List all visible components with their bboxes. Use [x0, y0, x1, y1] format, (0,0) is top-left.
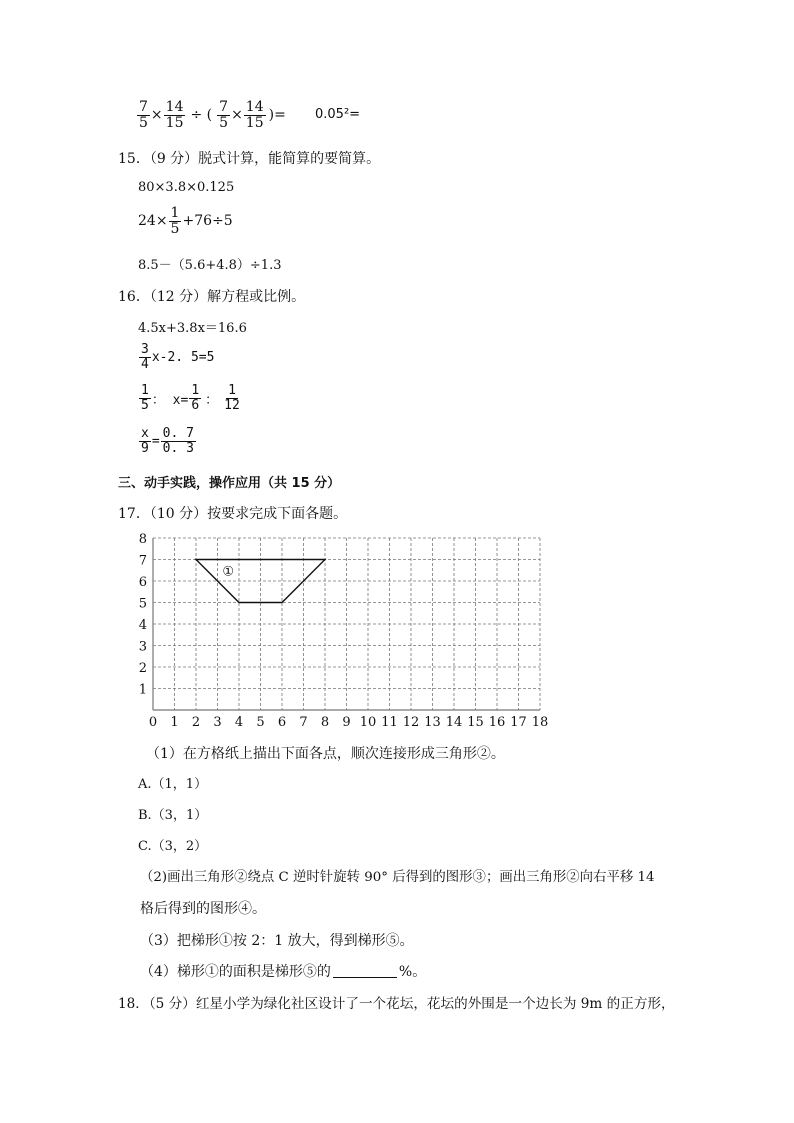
question-17-title: 17．（10 分）按要求完成下面各题。 [118, 506, 348, 522]
section-heading: 三、动手实践，操作应用（共 15 分） [118, 476, 341, 491]
fraction: $\frac{1}{5}$ [170, 205, 180, 237]
x-tick-label: 16 [488, 715, 506, 730]
q16-equation-2: $\frac{3}{4}$ x-2. 5=5 [141, 342, 215, 372]
x-tick-label: 13 [424, 715, 441, 730]
question-16-title: 16．（12 分）解方程或比例。 [118, 289, 306, 305]
q17-part-4: （4）梯形①的面积是梯形⑤的 %。 [140, 964, 427, 980]
q17-part-1: （1）在方格纸上描出下面各点，顺次连接形成三角形②。 [146, 746, 505, 762]
q15-expression-1: 80×3.8×0.125 [138, 180, 235, 195]
x-tick-label: 1 [170, 715, 179, 730]
fraction: $\frac{0. 7}{0. 3}$ [162, 426, 194, 456]
fraction: $\frac{3}{4}$ [141, 342, 149, 372]
q17-part-3: （3）把梯形①按 2：1 放大，得到梯形⑤。 [140, 933, 414, 949]
question-18-title: 18．（5 分）红星小学为绿化社区设计了一个花坛，花坛的外围是一个边长为 9m 的正方形， [118, 996, 675, 1012]
x-tick-label: 12 [402, 715, 420, 730]
x-tick-label: 18 [531, 715, 549, 730]
x-tick-label: 9 [342, 715, 351, 730]
y-tick-label: 3 [138, 639, 147, 655]
x-tick-label: 17 [510, 715, 527, 730]
fraction: $\frac{7}{5}$ [139, 99, 148, 131]
point-c: C.（3，2） [138, 839, 208, 854]
y-tick-label: 1 [138, 682, 147, 698]
y-tick-label: 5 [138, 596, 147, 612]
fraction: $\frac{1}{5}$ [141, 383, 149, 413]
x-tick-label: 0 [148, 715, 158, 730]
x-tick-label: 6 [277, 715, 287, 730]
q17-part-2-line-2: 格后得到的图形④。 [140, 901, 266, 917]
point-b: B.（3，1） [138, 808, 208, 823]
trapezoid-label: ① [222, 564, 235, 580]
fraction: $\frac{1}{12}$ [224, 383, 240, 413]
power-expression: 0.05²= [315, 107, 361, 122]
fraction: $\frac{14}{15}$ [245, 99, 264, 131]
y-tick-label: 8 [138, 532, 147, 547]
answer-blank[interactable] [333, 965, 397, 978]
x-tick-label: 7 [299, 715, 308, 730]
x-tick-label: 3 [213, 715, 222, 730]
question-15-title: 15．（9 分）脱式计算，能简算的要简算。 [118, 151, 381, 167]
q15-expression-2: 24× $\frac{1}{5}$ +76÷5 [138, 205, 233, 237]
x-tick-label: 5 [256, 715, 265, 730]
x-tick-label: 11 [381, 715, 398, 730]
q15-expression-3: 8.5－（5.6+4.8）÷1.3 [138, 258, 282, 273]
q16-proportion-3: $\frac{1}{5}$ ： x= $\frac{1}{6}$ ： $\frac{1}{12}$ [141, 383, 240, 413]
y-tick-label: 7 [138, 553, 147, 569]
expression-line-1: $\frac{7}{5}$ × $\frac{14}{15}$ ÷ ( $\frac{7}{5}$ × $\frac{14}{15}$ )= [139, 99, 286, 131]
grid-lines [153, 538, 540, 710]
x-tick-label: 15 [467, 715, 484, 730]
fraction: $\frac{1}{6}$ [191, 383, 200, 413]
q17-part-2-line-1: （2)画出三角形②绕点 C 逆时针旋转 90° 后得到的图形③；画出三角形②向右平移 14 [140, 870, 655, 885]
x-tick-label: 4 [234, 715, 244, 730]
tick-labels [139, 532, 549, 730]
fraction: $\frac{x}{9}$ [141, 426, 149, 456]
q16-equation-1: 4.5x+3.8x＝16.6 [138, 321, 247, 336]
q16-proportion-4: $\frac{x}{9}$ = $\frac{0. 7}{0. 3}$ [141, 426, 194, 456]
coordinate-grid [136, 528, 556, 733]
x-tick-label: 14 [445, 715, 463, 730]
x-tick-label: 8 [320, 715, 330, 730]
y-tick-label: 4 [138, 618, 147, 633]
fraction: $\frac{14}{15}$ [165, 99, 184, 131]
y-tick-label: 6 [138, 575, 147, 590]
fraction: $\frac{7}{5}$ [219, 99, 229, 131]
point-a: A.（1，1） [138, 777, 208, 792]
y-tick-label: 2 [138, 661, 147, 676]
x-tick-label: 2 [191, 715, 201, 730]
x-tick-label: 10 [359, 715, 377, 730]
